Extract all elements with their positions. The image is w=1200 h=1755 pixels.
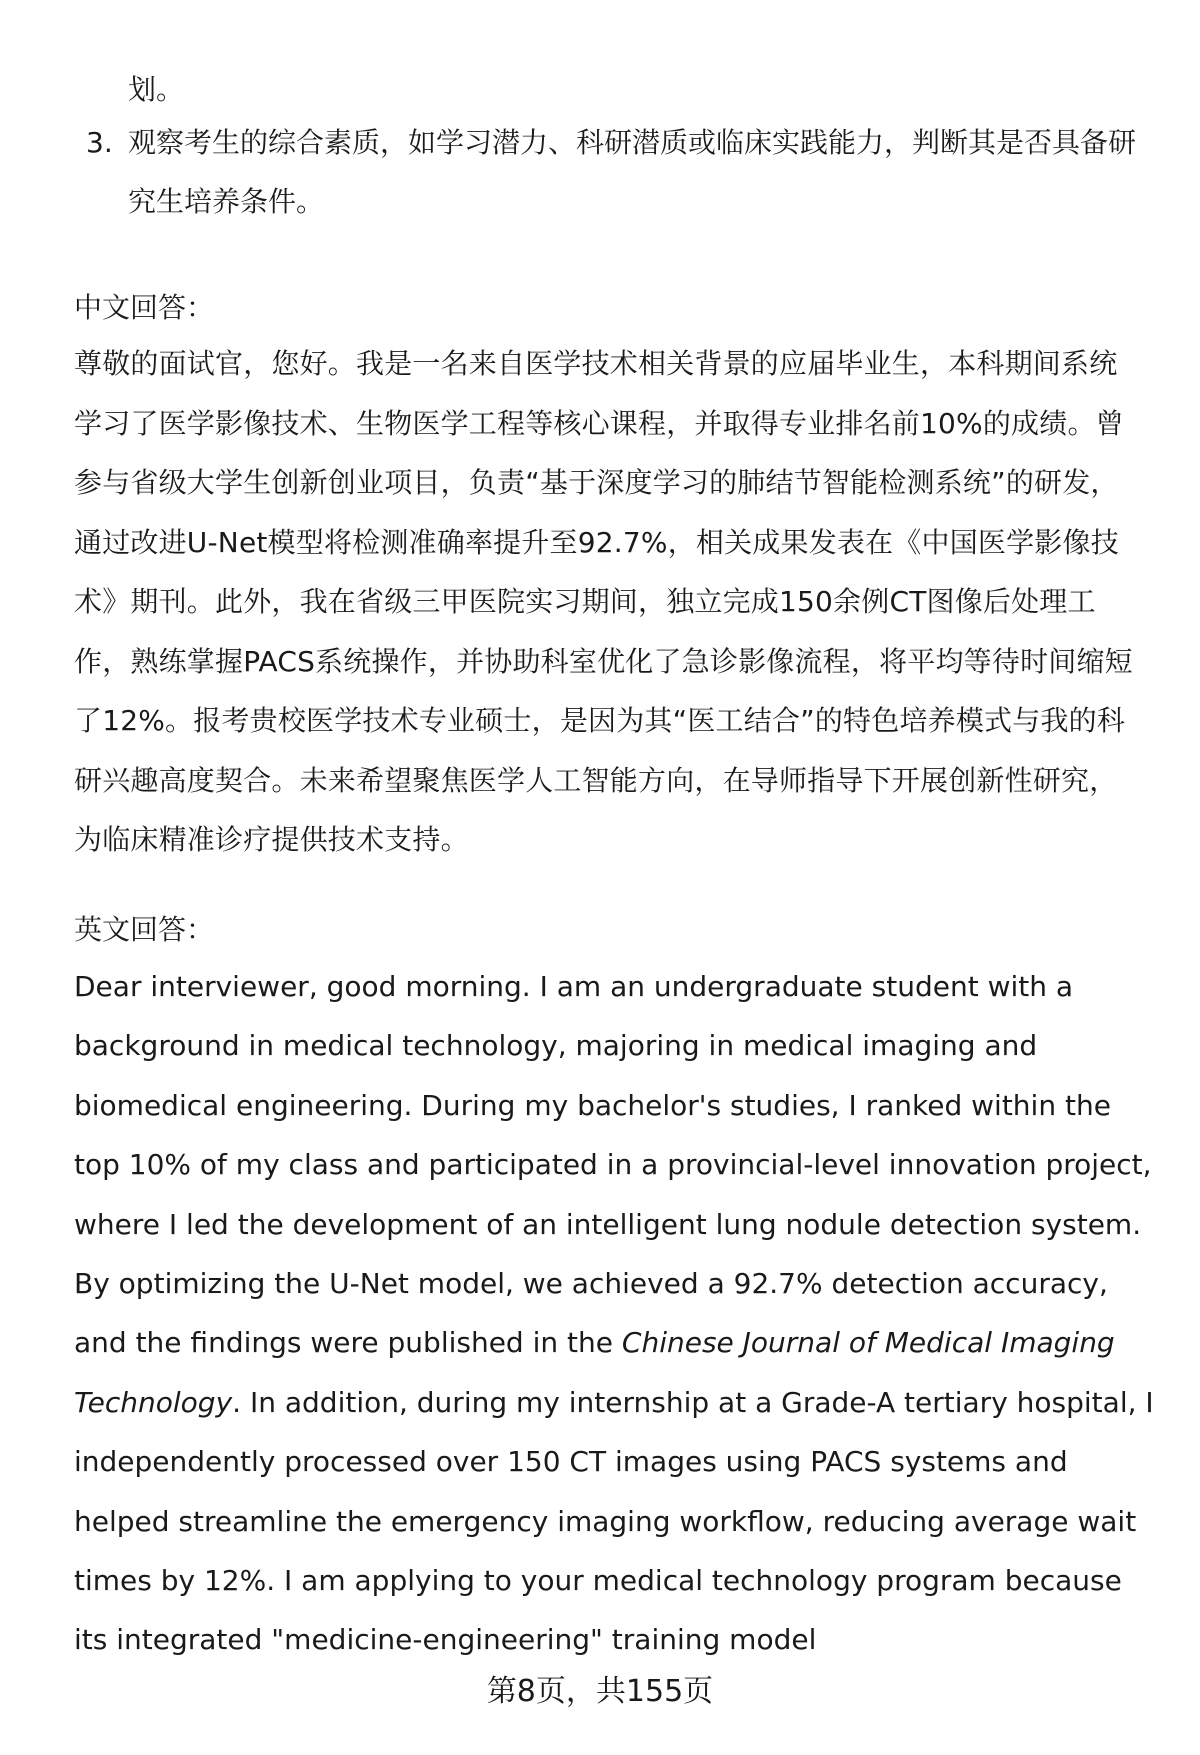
journal-title: Chinese Journal of Medical Imaging Technology: [74, 1326, 1115, 1419]
chinese-answer-heading: 中文回答：: [74, 291, 215, 324]
english-answer-body: [74, 957, 1164, 1670]
english-body-part-1: Dear interviewer, good morning. I am an undergraduate student with a background in medical technology, majoring in medical imaging and biomedical engineering. During my bachelor's studies, I ranked within the top 10% of my class and participated in a provincial-level innovation project, where I led the development of an intelligent lung nodule detection system. By optimizing the U-Net model, we achieved a 92.7% detection accuracy, and the findings were published in the: [74, 970, 1152, 1360]
list-item-text: 划。: [128, 73, 185, 106]
list-item-number: 3.: [86, 126, 113, 159]
list-item-text: 观察考生的综合素质，如学习潜力、科研潜质或临床实践能力，判断其是否具备研究生培养条件。: [128, 126, 1137, 218]
chinese-answer-body: 尊敬的面试官，您好。我是一名来自医学技术相关背景的应届毕业生，本科期间系统学习了医学影像技术、生物医学工程等核心课程，并取得专业排名前10%的成绩。曾参与省级大学生创新创业项目，负责“基于深度学习的肺结节智能检测系统”的研发，通过改进U-Net模型将检测准确率提升至92.7%，相关成果发表在《中国医学影像技术》期刊。此外，我在省级三甲医院实习期间，独立完成150余例CT图像后处理工作，熟练掌握PACS系统操作，并协助科室优化了急诊影像流程，将平均等待时间缩短了12%。报考贵校医学技术专业硕士，是因为其“医工结合”的特色培养模式与我的科研兴趣高度契合。未来希望聚焦医学人工智能方向，在导师指导下开展创新性研究，为临床精准诊疗提供技术支持。: [74, 347, 1133, 856]
list-item-3: [86, 113, 1146, 231]
english-body-part-2: . In addition, during my internship at a Grade-A tertiary hospital, I independently processed over 150 CT images using PACS systems and helped streamline the emergency imaging workflow, reducing average wait times by 12%. I am applying to your medical technology program because its integrated "medicine-engineering" training model: [74, 1385, 1154, 1657]
page-footer: 第8页，共155页: [486, 1674, 714, 1709]
list-item-2-continuation: [86, 60, 1146, 119]
english-answer-heading: 英文回答：: [74, 913, 215, 946]
